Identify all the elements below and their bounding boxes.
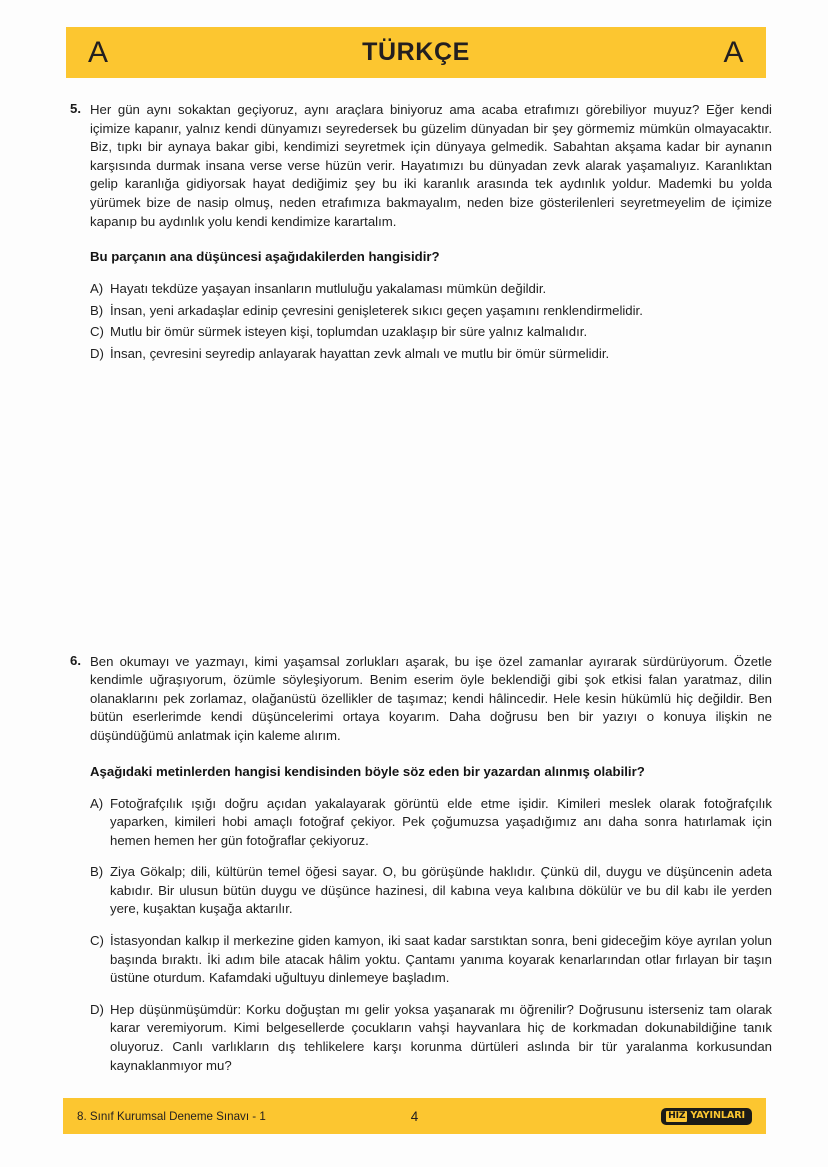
page-whitespace-spacer — [66, 367, 772, 653]
answer-option-a[interactable] — [90, 280, 772, 299]
question-passage-6: Ben okumayı ve yazmayı, kimi yaşamsal zorlukları aşarak, bu işe özel zamanlar ayırarak sürdürüyorum. Özetle kendimle uğraşıyorum, özümle söyleşiyorum. Benim eserim öyle beklendiği gibi şok etkisi falan yaratmaz, dilin olanaklarını pek zorlamaz, olağanüstü özellikler de taşımaz; kendi hâlincedir. Hele kesin hükümlü hiç değildir. Ben bütün eserlerimde kendi düşüncelerimi ortaya koyarım. Daha doğrusu ben bir yazıyı o konuya ilişkin ne düşündüğümü anlatmak için kaleme alırım. — [90, 653, 772, 743]
exam-name-label: 8. Sınıf Kurumsal Deneme Sınavı - 1 — [77, 1109, 266, 1123]
question-body-5 — [66, 101, 772, 364]
answer-options-6 — [90, 795, 772, 1076]
answer-option-b[interactable] — [90, 863, 772, 919]
question-block-5 — [66, 101, 772, 364]
questions-container — [66, 101, 772, 1088]
answer-option-letter: A) — [90, 281, 104, 297]
question-passage-5: Her gün aynı sokaktan geçiyoruz, aynı araçlara biniyoruz ama acaba etrafımızı görebiliyor muyuz? Eğer kendi içimize kapanır, yalnız kendi dünyamızı seyredersek bu güzelim dünyadan bir şey görmemiz mümkün olmayacaktır. Biz, tıpkı bir aynaya bakar gibi, kendimizi seyretmek için dünyaya gelmedik. Sabahtan akşama kadar bir aynanın karşısında durmak insana verse verse hüzün verir. Hayatımızı bu dünyadan zevk alarak yaşamalıyız. Karanlıktan gelip karanlığa gidiyorsak hayat dediğimiz şey bu iki karanlık arasında tek aydınlık yoldur. Mademki bu yolda yürümek bize de nasip olmuş, neden etrafımıza bakmayalım, neden bize gösterilenleri seyretmeyelim de içimize kapanıp bu aydınlık yolu kendi kendimize karartalım. — [90, 102, 772, 229]
answer-option-text: Mutlu bir ömür sürmek isteyen kişi, toplumdan uzaklaşıp bir süre yalnız kalmalıdır. — [110, 324, 588, 340]
publisher-logo-primary-text: HIZ — [668, 1110, 686, 1121]
page-number: 4 — [410, 1108, 419, 1124]
publisher-logo-icon — [661, 1108, 752, 1125]
answer-option-text: Hep düşünmüşümdür: Korku doğuştan mı gelir yoksa yaşanarak mı öğrenilir? Doğrusunu isterseniz tam olarak karar veremiyorum. Kimi belgesellerde çocukların vahşi hayvanlara hiç de korkmadan dokunabildiğine tanık oluyoruz. Canlı varlıkların dış tehlikelere karşı korunma dürtüleri aslında bir tür yaralanma korkusundan kaynaklanmıyor mu? — [110, 1001, 772, 1073]
answer-option-c[interactable] — [90, 323, 772, 342]
booklet-letter-left: A — [88, 35, 109, 69]
question-number-5: 5. — [70, 101, 81, 116]
answer-option-text: İnsan, çevresini seyredip anlayarak hayattan zevk almalı ve mutlu bir ömür sürmelidir. — [110, 345, 610, 361]
answer-option-a[interactable] — [90, 795, 772, 851]
question-prompt-5: Bu parçanın ana düşüncesi aşağıdakilerden hangisidir? — [90, 249, 440, 265]
answer-option-letter: C) — [90, 324, 104, 340]
answer-option-text: Ziya Gökalp; dili, kültürün temel öğesi sayar. O, bu görüşünde haklıdır. Çünkü dil, duygu ve düşüncenin adeta kabıdır. Bir ulusun bütün duygu ve düşünce hazinesi, dil kabına veya kalıbına dökülür ve bu dil kabı ile yerden yere, kuşaktan kuşağa aktarılır. — [110, 864, 772, 917]
page-footer-banner — [63, 1098, 766, 1134]
question-prompt-6: Aşağıdaki metinlerden hangisi kendisinden böyle söz eden bir yazardan alınmış olabilir? — [90, 763, 645, 779]
section-header-banner — [66, 27, 766, 78]
answer-option-b[interactable] — [90, 302, 772, 321]
answer-option-letter: D) — [90, 1001, 104, 1017]
booklet-letter-right: A — [723, 35, 744, 69]
question-body-6 — [66, 653, 772, 1076]
answer-option-letter: B) — [90, 302, 104, 318]
question-block-6 — [66, 653, 772, 1076]
answer-option-letter: C) — [90, 933, 104, 949]
answer-option-text: Hayatı tekdüze yaşayan insanların mutluluğu yakalaması mümkün değildir. — [110, 281, 547, 297]
answer-option-letter: A) — [90, 795, 104, 811]
answer-option-text: İstasyondan kalkıp il merkezine giden kamyon, iki saat kadar sarstıktan sonra, beni gideceğim köye ayrılan yolun başında bıraktı. İki adım bile atacak hâlim yoktu. Çantamı yanıma koyarak kenarlarından otlar fırlayan bir taşın üstüne oturdum. Kafamdaki uğultuyu dinlemeye başladım. — [110, 933, 772, 986]
answer-option-c[interactable] — [90, 932, 772, 988]
answer-option-letter: B) — [90, 864, 104, 880]
answer-options-5 — [90, 280, 772, 363]
publisher-logo-wrapper — [661, 1108, 752, 1125]
answer-option-letter: D) — [90, 345, 104, 361]
answer-option-d[interactable] — [90, 1001, 772, 1075]
subject-title: TÜRKÇE — [362, 38, 470, 66]
answer-option-text: İnsan, yeni arkadaşlar edinip çevresini genişleterek sıkıcı geçen yaşamını renklendirmelidir. — [110, 302, 643, 318]
publisher-logo-secondary-text: YAYINLARI — [690, 1110, 745, 1121]
answer-option-d[interactable] — [90, 345, 772, 364]
answer-option-text: Fotoğrafçılık ışığı doğru açıdan yakalayarak görüntü elde etme işidir. Kimileri meslek olarak fotoğrafçılık yaparken, kimileri hobi amaçlı fotoğraf çekiyor. Pek çoğumuzsa yaşadığımız anı daha sonra hatırlamak için hemen hemen her gün fotoğraflar çekiyoruz. — [110, 795, 772, 848]
question-number-6: 6. — [70, 652, 81, 668]
